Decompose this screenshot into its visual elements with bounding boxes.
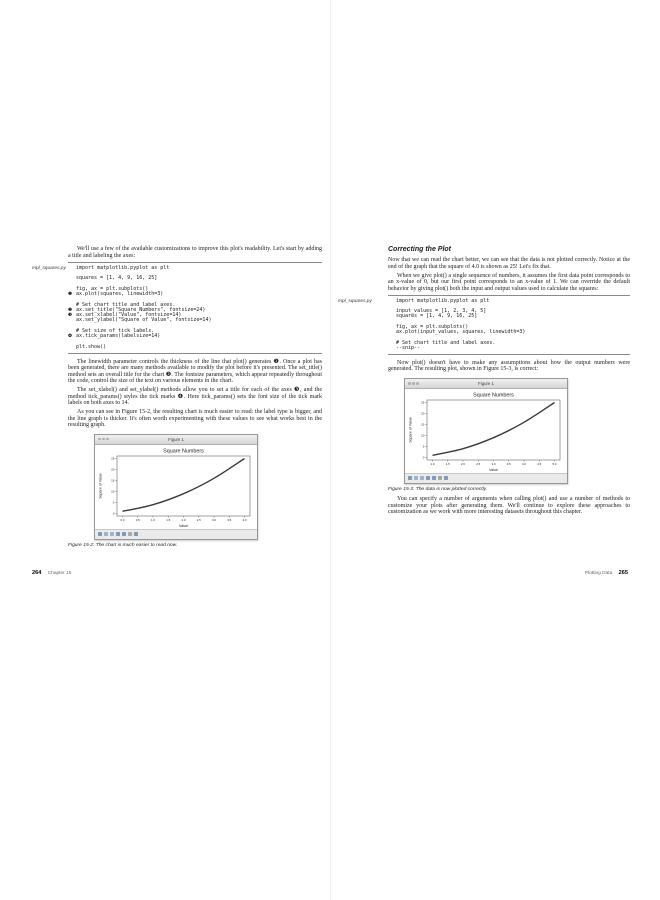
code-filename-label: mpl_squares.py	[32, 265, 66, 271]
pan-icon	[116, 532, 120, 536]
code-line	[68, 345, 322, 350]
svg-text:1.5: 1.5	[445, 461, 450, 466]
zoom-icon	[432, 476, 436, 480]
code-text: # Set chart title and label axes.	[396, 339, 496, 346]
svg-text:4.0: 4.0	[521, 461, 527, 466]
left-page	[32, 246, 322, 552]
svg-text:Value: Value	[489, 467, 498, 472]
section-heading: Correcting the Plot	[388, 246, 452, 253]
code-text: import matplotlib.pyplot as plt	[76, 264, 170, 271]
paragraph: You can specify a number of arguments when calling plot() and use a number of methods to customize your plots after generating them. We'll continue to explore these approaches to customization as we work with more interesting datasets throughout this chapter.	[388, 496, 630, 516]
code-text: ax.tick_params(labelsize=14)	[76, 333, 161, 340]
svg-text:3.5: 3.5	[227, 517, 232, 522]
code-text: ax.plot(squares, linewidth=3)	[76, 290, 164, 297]
figure-window-title: Figure 1	[478, 380, 494, 386]
back-icon	[104, 532, 108, 536]
home-icon	[408, 476, 412, 480]
back-icon	[414, 476, 418, 480]
svg-text:2.5: 2.5	[196, 517, 201, 522]
svg-text:Square Numbers: Square Numbers	[163, 448, 204, 455]
figure-window	[404, 378, 568, 484]
figure-window	[94, 434, 258, 540]
figure-window-titlebar	[405, 379, 567, 389]
figure-window-title: Figure 1	[168, 436, 184, 442]
data-line	[433, 402, 555, 455]
svg-text:10: 10	[421, 433, 425, 438]
svg-text:5: 5	[112, 500, 115, 505]
configure-icon	[438, 476, 442, 480]
svg-text:2.5: 2.5	[476, 461, 481, 466]
window-button-icon	[416, 382, 419, 385]
home-icon	[98, 532, 102, 536]
svg-text:15: 15	[421, 422, 425, 427]
figure-caption: Figure 15-2: The chart is much easier to read now.	[68, 542, 178, 548]
svg-text:25: 25	[421, 400, 425, 405]
paragraph: As you can see in Figure 15-2, the resulting chart is much easier to read: the label type is bigger, and the line graph is thicker. It's often worth experimenting with these values to see what works best in the resulting graph.	[68, 409, 322, 429]
page-footer	[32, 570, 71, 576]
data-line	[123, 458, 245, 511]
page-number: 265	[618, 570, 628, 576]
paragraph: The set_xlabel() and set_ylabel() methods allow you to set a title for each of the axes ❸, and the method tick_params() styles the tick marks ❹. Here tick_params() sets the font size of the tick mark labels on both axes to 14.	[68, 387, 322, 407]
svg-text:4.0: 4.0	[242, 517, 247, 522]
svg-text:0: 0	[112, 511, 115, 516]
body-paragraphs	[68, 359, 322, 429]
paragraph: Now plot() doesn't have to make any assumptions about how the output numbers were generated. The resulting plot, shown in Figure 15-3, is correct:	[388, 359, 630, 373]
code-listing	[32, 262, 322, 354]
svg-text:Square Numbers: Square Numbers	[473, 392, 514, 399]
code-text: input_values = [1, 2, 3, 4, 5]	[396, 308, 487, 315]
code-line	[388, 346, 630, 351]
code-text: # Set size of tick labels.	[76, 328, 155, 335]
window-controls	[98, 438, 109, 441]
svg-text:1.0: 1.0	[150, 517, 156, 522]
svg-text:2.0: 2.0	[460, 461, 466, 466]
svg-text:10: 10	[111, 489, 115, 494]
code-text: --snip--	[396, 345, 421, 352]
figure-caption: Figure 15-3: The data is now plotted correctly.	[388, 486, 488, 492]
svg-text:15: 15	[111, 478, 115, 483]
body-paragraphs	[388, 257, 630, 292]
figure-chart	[96, 445, 256, 529]
window-button-icon	[408, 382, 411, 385]
svg-text:3.5: 3.5	[506, 461, 511, 466]
svg-text:0.5: 0.5	[135, 517, 140, 522]
svg-text:1.0: 1.0	[430, 461, 435, 466]
code-listing	[338, 295, 630, 355]
paragraph: We'll use a few of the available customizations to improve this plot's readability. Let's start by adding a title and labeling the axes:	[68, 246, 322, 259]
svg-text:Value: Value	[179, 523, 188, 528]
window-button-icon	[102, 438, 105, 441]
svg-text:25: 25	[111, 456, 115, 461]
save-icon	[134, 532, 138, 536]
window-controls	[408, 382, 419, 385]
figure-chart	[406, 389, 566, 473]
right-page	[338, 246, 630, 518]
right-page-column	[338, 246, 630, 516]
svg-text:0.0: 0.0	[120, 517, 125, 522]
svg-text:2.0: 2.0	[181, 517, 186, 522]
page-footer	[585, 570, 628, 576]
chart-svg	[406, 389, 566, 473]
code-filename-label: mpl_squares.py	[338, 298, 372, 304]
svg-text:4.5: 4.5	[537, 461, 542, 466]
code-text: fig, ax = plt.subplots()	[396, 323, 469, 330]
chart-svg	[96, 445, 256, 529]
paragraph: Now that we can read the chart better, we can see that the data is not plotted correctly. Notice at the end of the graph that the square of 4.0 is shown as 25! Let's fix that.	[388, 257, 630, 270]
footer-label: Chapter 15	[47, 571, 72, 576]
forward-icon	[110, 532, 114, 536]
code-text: ax.set_ylabel("Square of Value", fontsize=14)	[76, 317, 212, 324]
page-number: 264	[32, 570, 42, 576]
code-marker-spacer	[68, 345, 76, 350]
code-annotation-marker: ❸	[68, 313, 72, 319]
left-page-column	[32, 246, 322, 548]
window-button-icon	[98, 438, 101, 441]
code-text: ax.set_xlabel("Value", fontsize=14)	[76, 312, 182, 319]
code-annotation-marker: ❶	[68, 291, 72, 297]
svg-text:3.0: 3.0	[491, 461, 496, 466]
code-annotation-marker: ❹	[68, 334, 72, 340]
code-annotation-marker: ❷	[68, 307, 72, 313]
window-button-icon	[106, 438, 109, 441]
figure-toolbar	[405, 473, 567, 483]
svg-text:5: 5	[422, 444, 425, 449]
paragraph: The linewidth parameter controls the thickness of the line that plot() generates ❶. Once a plot has been generated, there are many methods available to modify the plot before it's presented. The set_title() method sets an overall title for the chart ❷. The fontsize parameters, which appear repeatedly throughout the code, control the size of the text on various elements in the chart.	[68, 358, 322, 385]
code-text: # Set chart title and label axes.	[76, 301, 176, 308]
svg-text:3.0: 3.0	[211, 517, 217, 522]
configure-icon	[128, 532, 132, 536]
figure-toolbar	[95, 529, 257, 539]
code-marker-spacer	[388, 346, 396, 351]
svg-text:20: 20	[111, 467, 115, 472]
save-icon	[444, 476, 448, 480]
forward-icon	[420, 476, 424, 480]
code-text: import matplotlib.pyplot as plt	[396, 297, 490, 304]
svg-text:Square of Value: Square of Value	[408, 417, 413, 443]
code-text: squares = [1, 4, 9, 16, 25]	[396, 313, 478, 320]
figure-window-titlebar	[95, 435, 257, 445]
svg-text:1.5: 1.5	[166, 517, 171, 522]
svg-text:0: 0	[422, 455, 425, 460]
code-text: fig, ax = plt.subplots()	[76, 285, 149, 292]
code-text: ax.plot(input_values, squares, linewidth=3)	[396, 329, 526, 336]
svg-text:20: 20	[421, 411, 425, 416]
code-text: squares = [1, 4, 9, 16, 25]	[76, 275, 158, 282]
footer-label: Plotting Data	[584, 571, 613, 576]
zoom-icon	[122, 532, 126, 536]
code-text: plt.show()	[76, 343, 107, 350]
page-gutter-divider	[330, 0, 331, 900]
paragraph: When we give plot() a single sequence of numbers, it assumes the first data point corresponds to an x-value of 0, but our first point corresponds to an x-value of 1. We can override the default behavior by giving plot() both the input and output values used to calculate the squares:	[388, 272, 630, 292]
svg-text:Square of Value: Square of Value	[98, 472, 103, 499]
svg-text:5.0: 5.0	[552, 461, 557, 466]
window-button-icon	[412, 382, 415, 385]
code-text: ax.set_title("Square Numbers", fontsize=24)	[76, 306, 206, 313]
pan-icon	[426, 476, 430, 480]
